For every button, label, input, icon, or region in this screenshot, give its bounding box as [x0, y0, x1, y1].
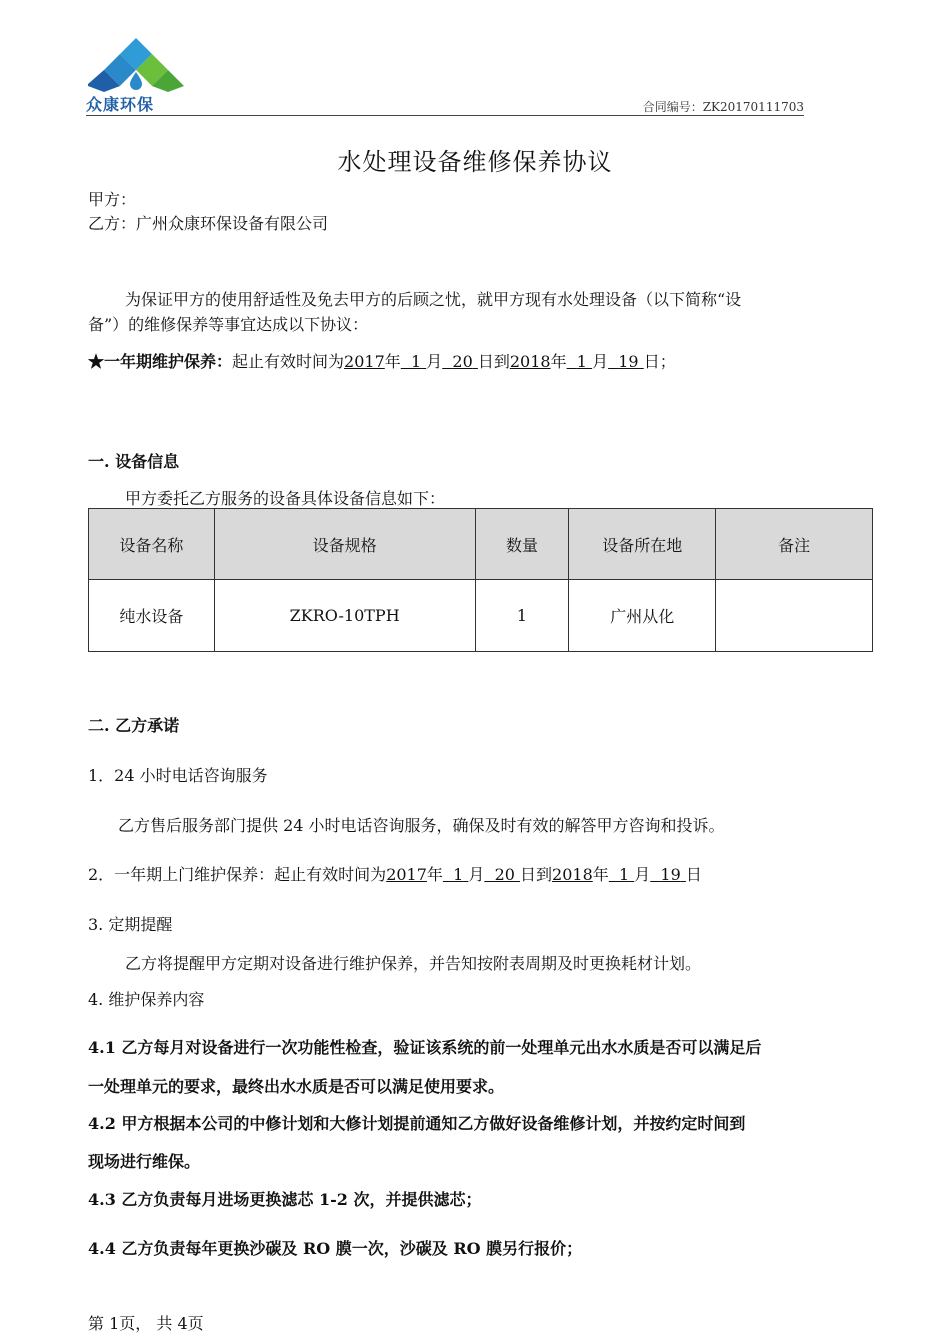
item-4-title: 4. 维护保养内容 [88, 990, 205, 1009]
col-header-spec: 设备规格 [214, 509, 475, 580]
year-text: 年 [550, 352, 567, 371]
cell-location: 广州从化 [569, 580, 716, 652]
year-text: 年 [426, 865, 443, 884]
month-text: 月 [468, 865, 485, 884]
item-1-body: 乙方售后服务部门提供 24 小时电话咨询服务，确保及时有效的解答甲方咨询和投诉。 [118, 816, 725, 835]
period-start-day: 20 [452, 352, 473, 371]
item-2-end-month: 1 [618, 865, 630, 884]
to-text: 日到 [477, 352, 510, 371]
section-2-heading: 二. 乙方承诺 [88, 716, 180, 735]
col-header-remark: 备注 [716, 509, 873, 580]
period-end-year: 2018 [509, 352, 551, 371]
item-4-1-line-2: 一处理单元的要求，最终出水水质是否可以满足使用要求。 [88, 1077, 505, 1096]
cell-spec: ZKRO-10TPH [214, 580, 475, 652]
item-2-end: 日 [685, 865, 702, 884]
item-1-title: 1．24 小时电话咨询服务 [88, 766, 268, 785]
period-label: ★一年期维护保养： [88, 352, 233, 371]
item-2-prefix: 2．一年期上门维护保养：起止有效时间为 [88, 865, 387, 884]
cell-remark [716, 580, 873, 652]
item-3-title: 3. 定期提醒 [88, 915, 173, 934]
equipment-table [88, 508, 873, 652]
contract-number: 合同编号：ZK20170111703 [642, 100, 804, 114]
end-text: 日； [643, 352, 676, 371]
item-4-2-line-2: 现场进行维保。 [88, 1152, 201, 1171]
item-4-3: 4.3 乙方负责每月进场更换滤芯 1-2 次，并提供滤芯； [88, 1190, 482, 1209]
item-2 [88, 862, 702, 885]
col-header-location: 设备所在地 [569, 509, 716, 580]
to-text: 日到 [520, 865, 553, 884]
item-2-start-year: 2017 [386, 865, 427, 884]
item-2-end-year: 2018 [552, 865, 593, 884]
item-4-1-line-1: 4.1 乙方每月对设备进行一次功能性检查，验证该系统的前一处理单元出水水质是否可以满足后 [88, 1038, 762, 1057]
company-logo [86, 36, 186, 114]
period-prefix: 起止有效时间为 [232, 352, 345, 371]
maintenance-period [88, 349, 676, 372]
item-4-2-line-1: 4.2 甲方根据本公司的中修计划和大修计划提前通知乙方做好设备维修计划，并按约定时间到 [88, 1114, 746, 1133]
period-end-month: 1 [576, 352, 587, 371]
month-text: 月 [426, 352, 443, 371]
cell-name: 纯水设备 [89, 580, 215, 652]
section-1-intro: 甲方委托乙方服务的设备具体设备信息如下： [125, 489, 446, 508]
period-end-day: 19 [618, 352, 639, 371]
intro-line-1: 为保证甲方的使用舒适性及免去甲方的后顾之忧，就甲方现有水处理设备（以下简称“设 [125, 290, 742, 309]
month-text: 月 [634, 865, 651, 884]
logo-mark-icon [86, 36, 186, 92]
party-b: 乙方：广州众康环保设备有限公司 [88, 214, 329, 233]
month-text: 月 [592, 352, 609, 371]
col-header-name: 设备名称 [89, 509, 215, 580]
year-text: 年 [384, 352, 401, 371]
section-1-heading: 一. 设备信息 [88, 452, 180, 471]
item-2-start-day: 20 [494, 865, 515, 884]
header-divider [86, 115, 804, 116]
party-a: 甲方： [88, 190, 137, 209]
logo-text: 众康环保 [86, 95, 155, 114]
document-title: 水处理设备维修保养协议 [337, 148, 613, 176]
year-text: 年 [592, 865, 609, 884]
cell-qty: 1 [475, 580, 569, 652]
item-2-start-month: 1 [453, 865, 464, 884]
table-row [89, 580, 873, 652]
item-4-4: 4.4 乙方负责每年更换沙碳及 RO 膜一次，沙碳及 RO 膜另行报价； [88, 1239, 583, 1258]
item-3-body: 乙方将提醒甲方定期对设备进行维护保养，并告知按附表周期及时更换耗材计划。 [125, 954, 702, 973]
intro-line-2: 备”）的维修保养等事宜达成以下协议： [88, 315, 369, 334]
item-2-end-day: 19 [660, 865, 681, 884]
page-number: 第 1页， 共 4页 [88, 1314, 204, 1333]
col-header-qty: 数量 [475, 509, 569, 580]
period-start-month: 1 [410, 352, 422, 371]
period-start-year: 2017 [344, 352, 385, 371]
table-header-row [89, 509, 873, 580]
